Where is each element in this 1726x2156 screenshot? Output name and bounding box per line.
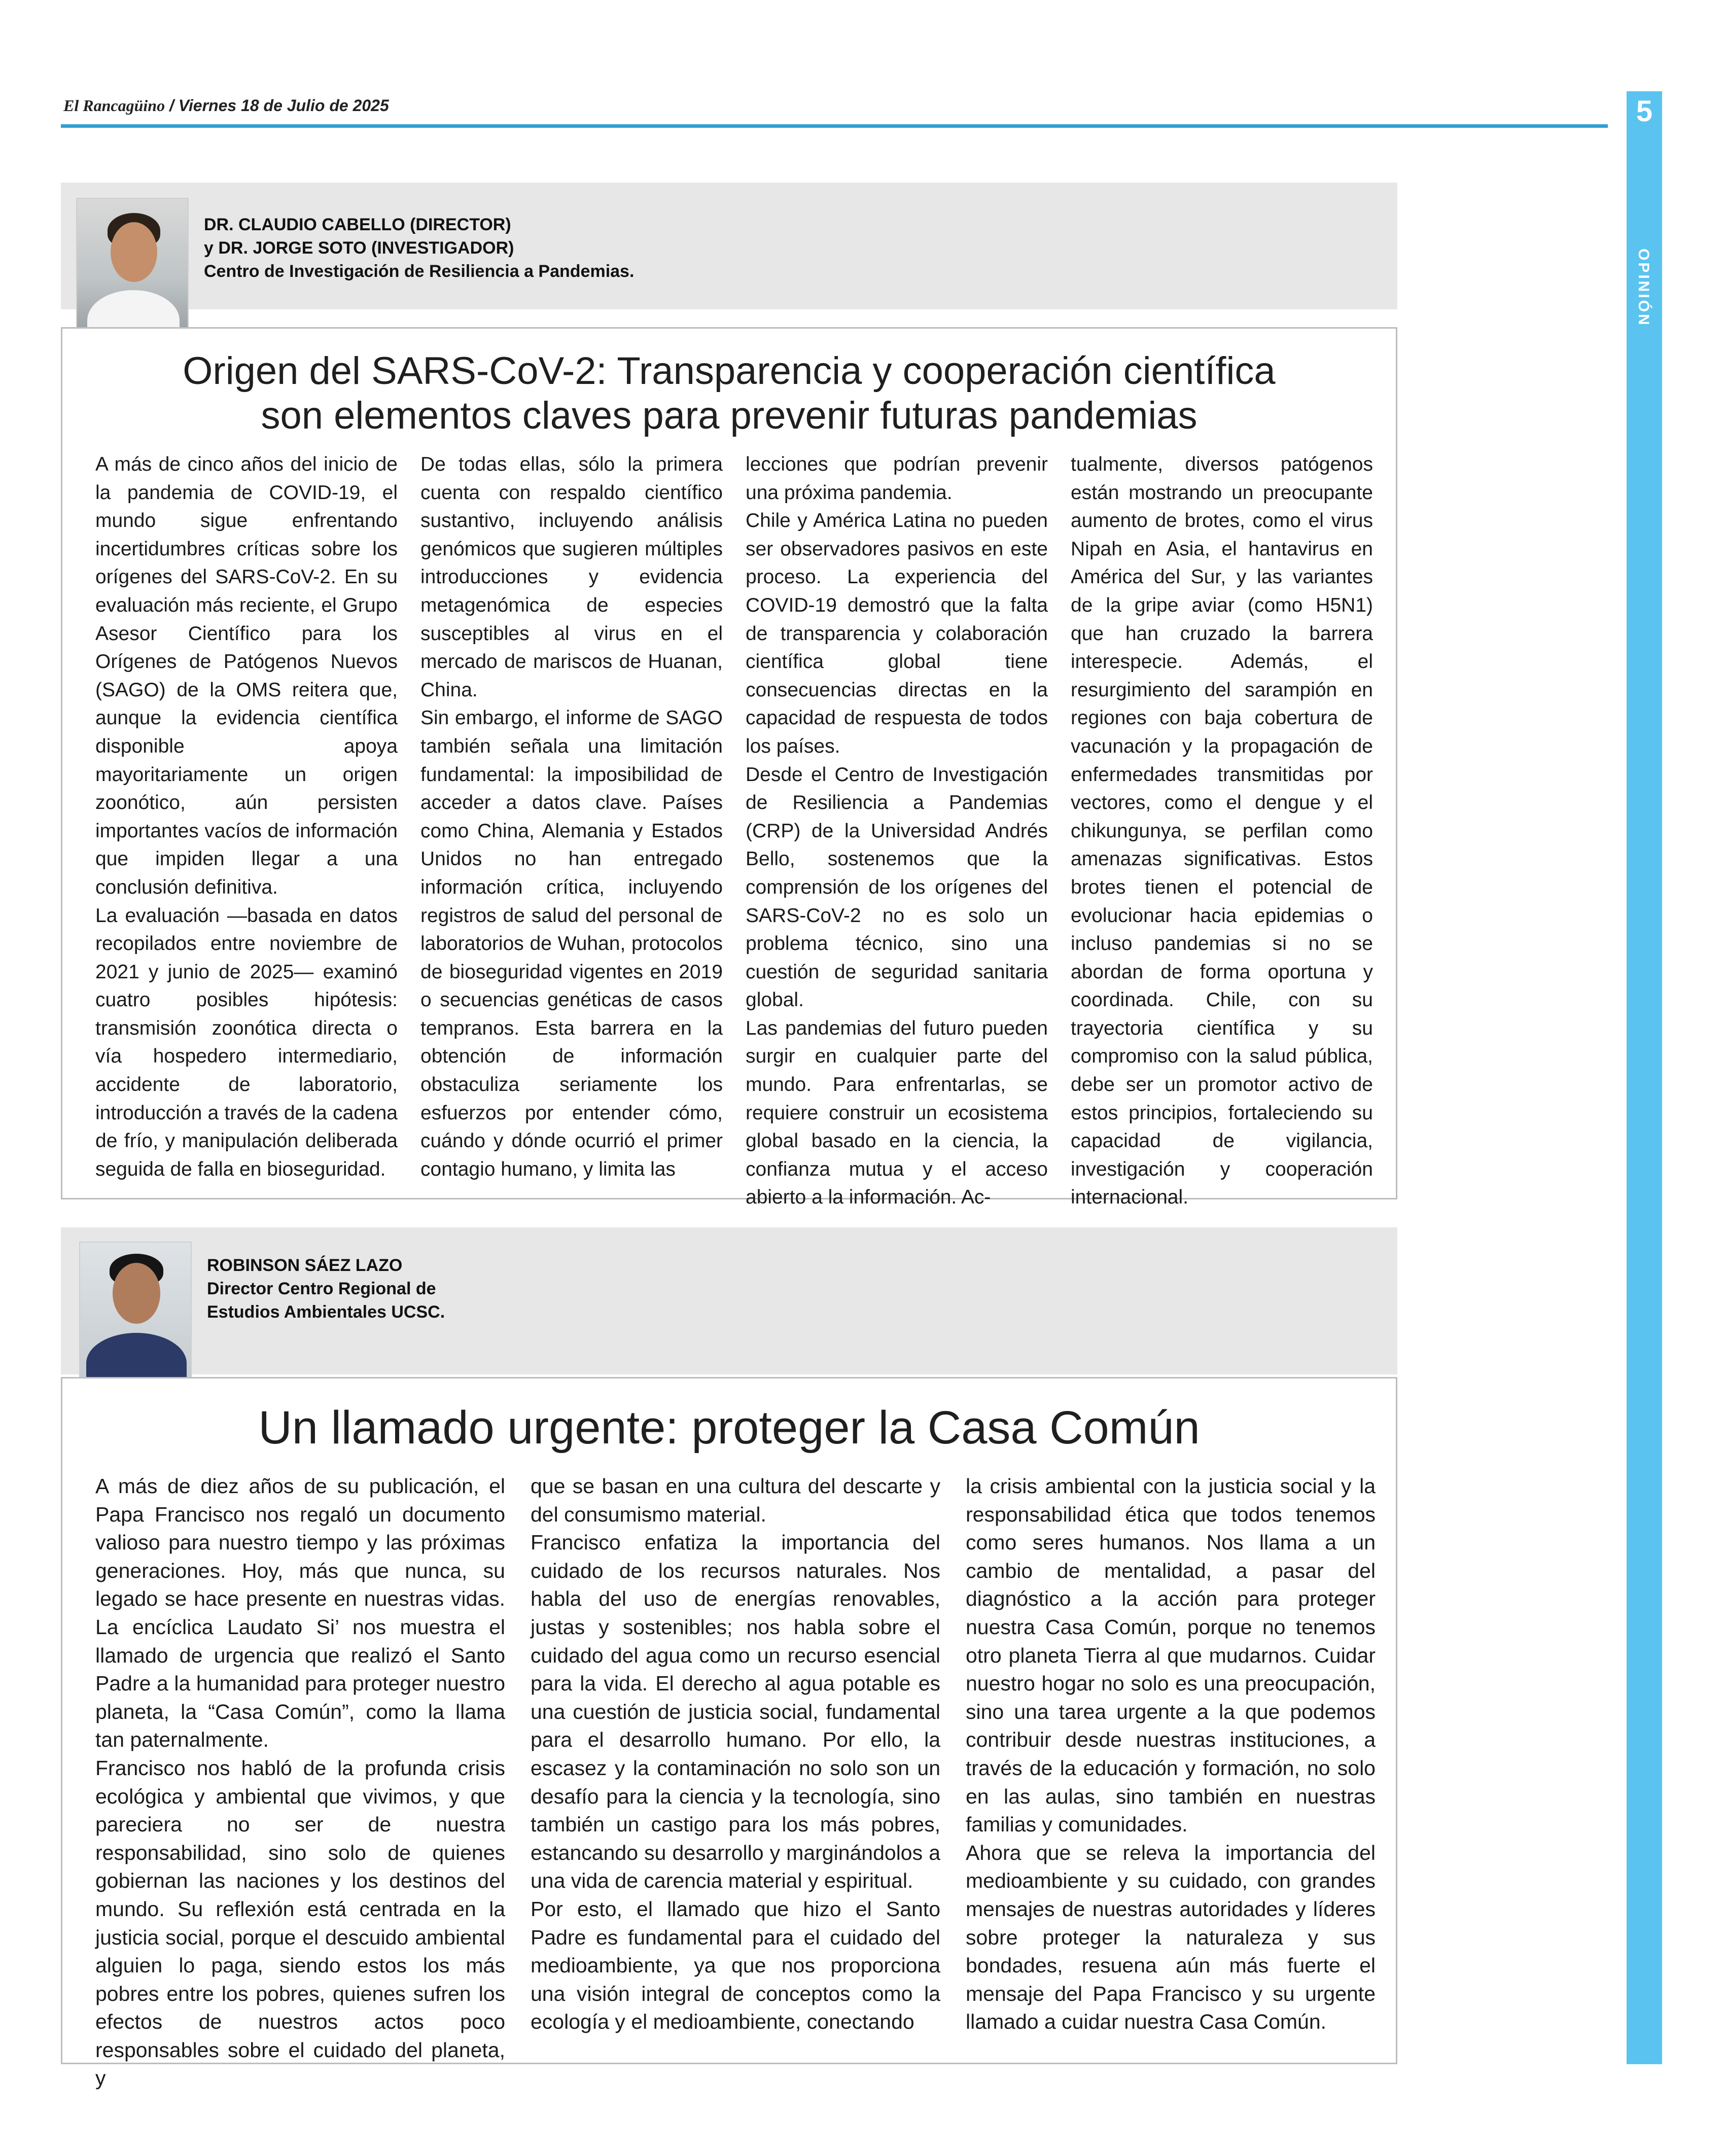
article-box [61,327,1397,1209]
publication-name: El Rancagüino [63,96,165,115]
article-paragraph: Francisco enfatiza la importancia del cuidado de los recursos naturales. Nos habla del uso de energías renovables, justas y sostenibles; nos habla sobre el cuidado del agua como un recurso esencial para la vida. El derecho al agua potable es una cuestión de justicia social, fundamental para el desarrollo humano. Por ello, la escasez y la contaminación no solo son un desafío para la ciencia y la tecnología, sino también un castigo para los más pobres, estancando su desarrollo y marginándolos a una vida de carencia material y espiritual. [531,1531,940,1893]
author-affiliation: Centro de Investigación de Resiliencia a Pandemias. [204,262,635,281]
article-paragraph: De todas ellas, sólo la primera cuenta con respaldo científico sustantivo, incluyendo análisis genómicos que sugieren múltiples introducciones y evidencia metagenómica de especies susceptibles al virus en el mercado de mariscos de Huanan, China. [420,453,723,701]
author-affiliation: Director Centro Regional de [207,1279,436,1298]
article-paragraph: Francisco nos habló de la profunda crisis ecológica y ambiental que vivimos, y que pareciera no ser de nuestra responsabilidad, sino solo de quienes gobiernan las naciones y los destinos del mundo. Su reflexión está centrada en la justicia social, porque el descuido ambiental alguien lo paga, siendo estos los más pobres entre los pobres, quienes sufren los efectos de nuestros actos poco responsables sobre el cuidado del planeta, y [95,1756,505,2090]
article-column [966,1472,1376,2093]
page-header [63,96,389,115]
article-paragraph: Desde el Centro de Investigación de Resiliencia a Pandemias (CRP) de la Universidad Andrés Bello, sostenemos que la comprensión de los orígenes del SARS-CoV-2 no es solo un problema técnico, sino una cuestión de seguridad sanitaria global. [746,763,1048,1011]
section-tab [1627,91,1662,2064]
author-name-line: DR. CLAUDIO CABELLO (DIRECTOR) [204,215,511,234]
article-column [1071,450,1373,1212]
article-paragraph: Ahora que se releva la importancia del medioambiente y su cuidado, con grandes mensajes de nuestras autoridades y líderes sobre proteger la naturaleza y sus bondades, resuena aún más fuerte el mensaje del Papa Francisco y su urgente llamado a cuidar nuestra Casa Común. [966,1841,1376,2034]
article-paragraph: tualmente, diversos patógenos están mostrando un preocupante aumento de brotes, como el virus Nipah en Asia, el hantavirus en América del Sur, y las variantes de la gripe aviar (como H5N1) que han cruzado la barrera interespecie. Además, el resurgimiento del sarampión en regiones con baja cobertura de vacunación y la propagación de enfermedades transmitidas por vectores, como el dengue y el chikungunya, se perfilan como amenazas significativas. Estos brotes tienen el potencial de evolucionar hacia epidemias o incluso pandemias si no se abordan de forma oportuna y coordinada. Chile, con su trayectoria científica y su compromiso con la salud pública, debe ser un promotor activo de estos principios, fortaleciendo su capacidad de vigilancia, investigación y cooperación internacional. [1071,453,1373,1209]
article-column [95,450,398,1212]
article-paragraph: A más de diez años de su publicación, el Papa Francisco nos regaló un documento valioso para nuestro tiempo y las próximas generaciones. Hoy, más que nunca, su legado se hace presente en nuestras vidas. La encíclica Laudato Si’ nos muestra el llamado de urgencia que realizó el Santo Padre a la humanidad para proteger nuestro planeta, la “Casa Común”, como la llama tan paternalmente. [95,1474,505,1752]
author-byline [204,213,634,283]
article-paragraph: Sin embargo, el informe de SAGO también señala una limitación fundamental: la imposibilidad de acceder a datos clave. Países como China, Alemania y Estados Unidos no han entregado información crítica, incluyendo registros de salud del personal de laboratorios de Wuhan, protocolos de bioseguridad vigentes en 2019 o secuencias genéticas de casos tempranos. Esta barrera en la obtención de información obstaculiza seriamente los esfuerzos por entender cómo, cuándo y dónde ocurrió el primer contagio humano, y limita las [420,707,723,1180]
headline-line: Origen del SARS-CoV-2: Transparencia y cooperación científica [183,349,1276,393]
article-paragraph: que se basan en una cultura del descarte y del consumismo material. [531,1474,940,1526]
article-column [95,1472,505,2093]
author-name-line: y DR. JORGE SOTO (INVESTIGADOR) [204,238,514,258]
header-rule [61,124,1608,128]
article-headline [62,1401,1396,1454]
author-byline [207,1254,445,1324]
article-paragraph: A más de cinco años del inicio de la pandemia de COVID-19, el mundo sigue enfrentando incertidumbres críticas sobre los orígenes del SARS-CoV-2. En su evaluación más reciente, el Grupo Asesor Científico para los Orígenes de Patógenos Nuevos (SAGO) de la OMS reitera que, aunque la evidencia científica disponible apoya mayoritariamente un origen zoonótico, aún persisten importantes vacíos de información que impiden llegar a una conclusión definitiva. [95,453,398,898]
header-separator: / [169,96,174,115]
article-box [61,1377,1397,2090]
article-column [531,1472,940,2093]
article-paragraph: Por esto, el llamado que hizo el Santo Padre es fundamental para el cuidado del medioambiente, ya que nos proporciona una visión integral de conceptos como la ecología y el medioambiente, conectando [531,1897,940,2034]
article-paragraph: Chile y América Latina no pueden ser observadores pasivos en este proceso. La experiencia del COVID-19 demostró que la falta de transparencia y colaboración científica global tiene consecuencias directas en la capacidad de respuesta de todos los países. [746,510,1048,757]
headline-line: son elementos claves para prevenir futuras pandemias [261,394,1197,437]
article-columns [95,450,1373,1212]
article-paragraph: Las pandemias del futuro pueden surgir en cualquier parte del mundo. Para enfrentarlas, se requiere construir un ecosistema global basado en la ciencia, la confianza mutua y el acceso abierto a la información. Ac- [746,1017,1048,1209]
section-label: OPINIÓN [1635,249,1652,327]
article-paragraph: La evaluación —basada en datos recopilados entre noviembre de 2021 y junio de 2025— examinó cuatro posibles hipótesis: transmisión zoonótica directa o vía hospedero intermediario, accidente de laboratorio, introducción a través de la cadena de frío, y manipulación deliberada seguida de falla en bioseguridad. [95,904,398,1180]
author-photo [79,1242,192,1379]
author-photo [76,198,189,335]
article-column [420,450,723,1212]
article-columns [95,1472,1376,2093]
author-affiliation: Estudios Ambientales UCSC. [207,1302,445,1322]
headline-line: Un llamado urgente: proteger la Casa Común [258,1402,1200,1454]
issue-date: Viernes 18 de Julio de 2025 [178,96,389,115]
page-number: 5 [1636,95,1653,128]
article-headline [62,349,1396,438]
article-paragraph: la crisis ambiental con la justicia social y la responsabilidad ética que todos tenemos como seres humanos. Nos llama a un cambio de mentalidad, a pasar del diagnóstico a la acción para proteger nuestra Casa Común, porque no tenemos otro planeta Tierra al que mudarnos. Cuidar nuestro hogar no solo es una preocupación, sino una tarea urgente a la que podemos contribuir desde nuestras instituciones, a través de la educación y formación, no solo en las aulas, sino también en nuestras familias y comunidades. [966,1474,1376,1836]
article-paragraph: lecciones que podrían prevenir una próxima pandemia. [746,453,1048,504]
author-name-line: ROBINSON SÁEZ LAZO [207,1256,403,1275]
article-column [746,450,1048,1212]
